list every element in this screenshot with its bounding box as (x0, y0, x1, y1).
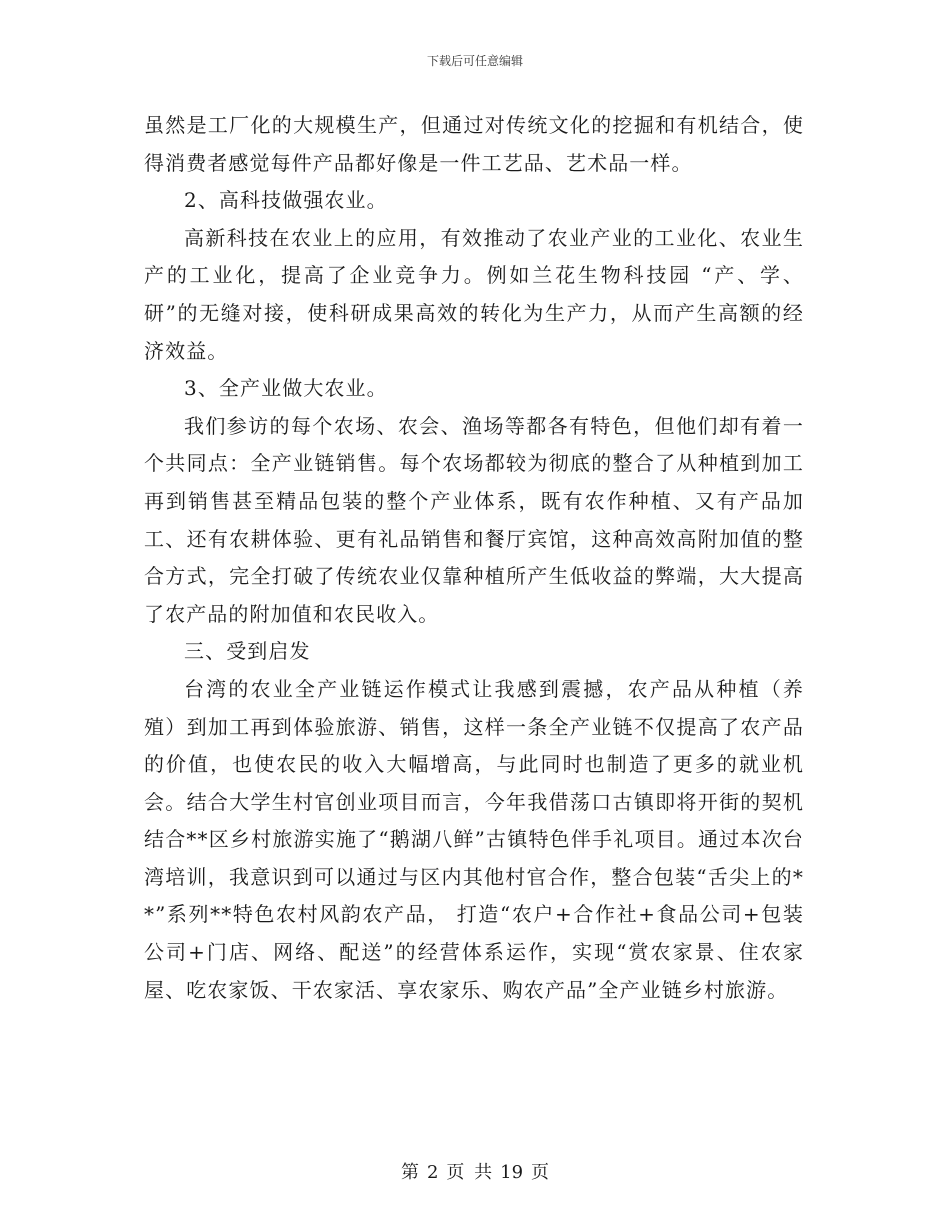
paragraph-1: 虽然是工厂化的大规模生产，但通过对传统文化的挖掘和有机结合，使得消费者感觉每件产品都好像是一件工艺品、艺术品一样。 (144, 113, 804, 175)
paragraph-full-industry: 我们参访的每个农场、农会、渔场等都各有特色，但他们却有着一个共同点：全产业链销售。每个农场都较为彻底的整合了从种植到加工再到销售甚至精品包装的整个产业体系，既有农作种植、又有产品加工、还有农耕体验、更有礼品销售和餐厅宾馆，这种高效高附加值的整合方式，完全打破了传统农业仅靠种植所产生低收益的弊端，大大提高了农产品的附加值和农民收入。 (144, 413, 804, 626)
footer-page-number: 2 (426, 1162, 439, 1183)
document-body (144, 107, 804, 1009)
heading-inspiration: 三、受到启发 (184, 639, 311, 664)
page-header: 下载后可任意编辑 (426, 54, 523, 68)
paragraph-high-tech: 高新科技在农业上的应用，有效推动了农业产业的工业化、农业生产的工业化，提高了企业竞争力。例如兰花生物科技园 “产、学、研”的无缝对接，使科研成果高效的转化为生产力，从而产生高额的经济效益。 (144, 225, 804, 363)
heading-full-industry: 3、全产业做大农业。 (184, 376, 388, 401)
heading-high-tech: 2、高科技做强农业。 (184, 188, 388, 213)
footer-middle: 页 共 (446, 1162, 493, 1183)
footer-prefix: 第 (400, 1162, 419, 1183)
paragraph-inspiration: 台湾的农业全产业链运作模式让我感到震撼，农产品从种植（养殖）到加工再到体验旅游、销售，这样一条全产业链不仅提高了农产品的价值，也使农民的收入大幅增高，与此同时也制造了更多的就业机会。结合大学生村官创业项目而言，今年我借荡口古镇即将开街的契机结合**区乡村旅游实施了“鹅湖八鲜”古镇特色伴手礼项目。通过本次台湾培训，我意识到可以通过与区内其他村官合作，整合包装“舌尖上的**”系列**特色农村风韵农产品， 打造“农户+合作社+食品公司+包装公司+门店、网络、配送”的经营体系运作，实现“赏农家景、住农家屋、吃农家饭、干农家活、享农家乐、购农产品”全产业链乡村旅游。 (144, 676, 804, 1002)
footer-total-pages: 19 (500, 1162, 524, 1183)
page-footer (0, 1158, 950, 1184)
footer-suffix: 页 (531, 1162, 550, 1183)
